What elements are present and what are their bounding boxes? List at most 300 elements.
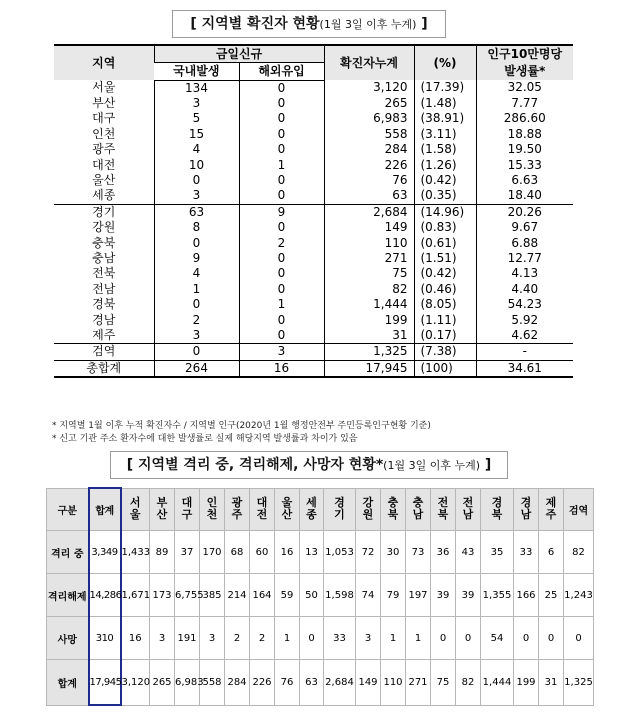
table-row	[54, 266, 573, 281]
cell-cumulative: 2,684	[324, 204, 414, 220]
cell-text: 0	[439, 632, 447, 644]
cell-value	[406, 531, 431, 574]
table-row	[47, 617, 594, 660]
cell-text: 3,349	[91, 546, 118, 558]
cell-value	[406, 660, 431, 706]
regional-confirmed-table	[54, 44, 573, 378]
cell-cumulative: 3,120	[324, 80, 414, 96]
cell-text: 0	[575, 632, 582, 644]
cell-value	[175, 660, 204, 706]
cell-text: 1	[414, 632, 422, 644]
cell-value	[514, 617, 539, 660]
cell-text: 33	[333, 632, 346, 644]
cell-value	[356, 531, 381, 574]
cell-text: 3	[208, 632, 216, 644]
cell-total	[89, 617, 121, 660]
cell-text: 310	[95, 632, 114, 644]
header-per-100k-line2: 발생률*	[504, 64, 546, 78]
cell-text: 110	[383, 676, 403, 688]
cell-rate: 5.92	[476, 312, 573, 327]
header-region	[564, 488, 594, 531]
cell-rate: 20.26	[476, 204, 573, 220]
header-label: 검역	[568, 505, 589, 517]
header-label: 경북	[491, 496, 503, 522]
cell-overseas: 0	[239, 127, 324, 142]
cell-text: 1,444	[482, 676, 512, 688]
cell-overseas: 1	[239, 157, 324, 172]
cell-value	[121, 660, 150, 706]
cell-value	[381, 617, 406, 660]
cell-overseas: 0	[239, 282, 324, 297]
cell-text: 1,355	[482, 589, 512, 601]
cell-value	[456, 574, 481, 617]
cell-cumulative: 149	[324, 220, 414, 235]
table1-title	[172, 10, 446, 38]
cell-percent: (1.11)	[414, 312, 476, 327]
table-row	[47, 531, 594, 574]
header-region	[406, 488, 431, 531]
cell-percent: (3.11)	[414, 127, 476, 142]
cell-domestic: 63	[154, 204, 239, 220]
cell-cumulative: 110	[324, 235, 414, 250]
cell-rate: 4.62	[476, 328, 573, 344]
cell-value	[356, 617, 381, 660]
cell-text: 0	[522, 632, 530, 644]
cell-overseas: 0	[239, 80, 324, 96]
header-total	[89, 488, 121, 531]
cell-value	[250, 660, 275, 706]
table-row	[54, 80, 573, 96]
row-label: 격리 중	[47, 531, 89, 574]
cell-text: 36	[436, 546, 450, 558]
header-overseas: 해외유입	[239, 63, 324, 80]
cell-value	[200, 617, 225, 660]
cell-text: 39	[461, 589, 475, 601]
cell-value	[150, 617, 175, 660]
cell-text: 199	[516, 676, 536, 688]
footnotes	[52, 420, 431, 446]
cell-value	[150, 574, 175, 617]
cell-text: 6	[547, 546, 555, 558]
cell-percent: (0.61)	[414, 235, 476, 250]
header-domestic: 국내발생	[154, 63, 239, 80]
cell-text: 59	[280, 589, 294, 601]
cell-overseas: 0	[239, 312, 324, 327]
header-region	[275, 488, 300, 531]
cell-cumulative: 558	[324, 127, 414, 142]
table-row	[54, 220, 573, 235]
cell-text: 166	[516, 589, 536, 601]
cell-value	[564, 617, 594, 660]
cell-domestic: 15	[154, 127, 239, 142]
cell-value	[250, 617, 275, 660]
cell-domestic: 0	[154, 235, 239, 250]
cell-text: 385	[202, 589, 222, 601]
cell-value	[481, 531, 514, 574]
cell-text: 1,243	[564, 589, 593, 601]
cell-value	[150, 660, 175, 706]
header-cumulative: 확진자누계	[324, 45, 414, 80]
cell-domestic: 1	[154, 282, 239, 297]
header-percent: (%)	[414, 45, 476, 80]
cell-overseas: 3	[239, 344, 324, 360]
cell-domestic: 2	[154, 312, 239, 327]
table-row	[54, 157, 573, 172]
cell-text: 6,755	[175, 589, 204, 601]
cell-overseas: 0	[239, 96, 324, 111]
header-region	[356, 488, 381, 531]
cell-text: 35	[490, 546, 504, 558]
cell-value	[431, 531, 456, 574]
cell-region: 세종	[92, 188, 116, 203]
header-category: 구분	[47, 488, 89, 531]
cell-text: 60	[255, 546, 269, 558]
cell-text: 54	[490, 632, 504, 644]
cell-region: 전북	[92, 266, 116, 281]
header-region	[300, 488, 324, 531]
cell-region: 강원	[92, 220, 116, 235]
table-row	[54, 297, 573, 312]
cell-rate: 32.05	[476, 80, 573, 96]
header-label: 대구	[181, 496, 193, 522]
cell-region: 검역	[54, 344, 154, 360]
cell-percent: (0.17)	[414, 328, 476, 344]
header-label: 경남	[520, 496, 532, 522]
table2-title	[110, 451, 508, 479]
cell-text: 558	[202, 676, 222, 688]
cell-text: 197	[408, 589, 428, 601]
table-row	[54, 360, 573, 377]
cell-region: 경기	[54, 204, 154, 220]
header-region	[481, 488, 514, 531]
cell-value	[381, 531, 406, 574]
cell-value	[175, 574, 204, 617]
cell-overseas: 0	[239, 220, 324, 235]
cell-text: 16	[128, 632, 142, 644]
cell-value	[175, 531, 200, 574]
cell-text: 31	[544, 676, 558, 688]
cell-percent: (0.42)	[414, 266, 476, 281]
cell-cumulative: 76	[324, 173, 414, 188]
cell-domestic: 8	[154, 220, 239, 235]
cell-region: 광주	[92, 142, 116, 157]
cell-text: 82	[572, 546, 585, 558]
cell-rate: 18.40	[476, 188, 573, 204]
cell-value	[121, 617, 150, 660]
cell-text: 25	[544, 589, 558, 601]
cell-cumulative: 82	[324, 282, 414, 297]
cell-value	[250, 531, 275, 574]
cell-text: 68	[230, 546, 244, 558]
cell-value	[539, 660, 564, 706]
cell-overseas: 0	[239, 142, 324, 157]
cell-domestic: 10	[154, 157, 239, 172]
row-label: 합계	[47, 660, 89, 706]
header-label: 충북	[387, 496, 399, 522]
cell-value	[200, 574, 225, 617]
header-new-today: 금일신규	[154, 45, 324, 63]
table2-title-end: ]	[480, 457, 492, 473]
cell-text: 1,325	[564, 676, 593, 688]
cell-cumulative: 17,945	[324, 360, 414, 377]
cell-region: 인천	[92, 126, 116, 141]
cell-overseas: 0	[239, 251, 324, 266]
cell-value	[200, 531, 225, 574]
cell-value	[121, 531, 150, 574]
header-region	[456, 488, 481, 531]
cell-region: 제주	[92, 327, 116, 342]
cell-rate: 54.23	[476, 297, 573, 312]
cell-percent: (0.46)	[414, 282, 476, 297]
cell-rate: 12.77	[476, 251, 573, 266]
header-region	[324, 488, 356, 531]
table-row	[54, 96, 573, 111]
cell-region: 전남	[92, 281, 116, 296]
cell-cumulative: 6,983	[324, 111, 414, 126]
cell-value	[300, 617, 324, 660]
table-row	[54, 127, 573, 142]
cell-text: 16	[280, 546, 294, 558]
cell-percent: (0.42)	[414, 173, 476, 188]
cell-region: 경북	[92, 297, 116, 312]
cell-domestic: 264	[154, 360, 239, 377]
cell-overseas: 0	[239, 111, 324, 126]
cell-rate: 4.13	[476, 266, 573, 281]
cell-domestic: 3	[154, 188, 239, 204]
cell-total	[89, 574, 121, 617]
cell-domestic: 4	[154, 142, 239, 157]
header-region	[514, 488, 539, 531]
cell-text: 17,945	[89, 676, 122, 688]
cell-text: 1	[389, 632, 397, 644]
cell-rate: 18.88	[476, 127, 573, 142]
cell-text: 3	[158, 632, 166, 644]
cell-region: 서울	[92, 80, 116, 95]
cell-domestic: 0	[154, 173, 239, 188]
cell-cumulative: 75	[324, 266, 414, 281]
cell-text: 3	[364, 632, 372, 644]
cell-value	[539, 531, 564, 574]
cell-cumulative: 226	[324, 157, 414, 172]
header-label: 서울	[129, 496, 141, 522]
cell-overseas: 0	[239, 173, 324, 188]
header-label: 경기	[334, 496, 345, 522]
table2-title-main: [ 지역별 격리 중, 격리해제, 사망자 현황*	[126, 457, 384, 473]
cell-value	[456, 531, 481, 574]
table2-header-row	[47, 488, 594, 531]
cell-percent: (1.26)	[414, 157, 476, 172]
table-row	[54, 282, 573, 297]
cell-value	[406, 574, 431, 617]
cell-region: 충남	[92, 250, 116, 265]
table2-title-period: (1월 3일 이후 누계)	[383, 459, 480, 472]
cell-text: 1,053	[325, 546, 354, 558]
header-region	[539, 488, 564, 531]
cell-overseas: 0	[239, 266, 324, 281]
cell-text: 82	[461, 676, 475, 688]
cell-text: 79	[386, 589, 400, 601]
table-row	[54, 312, 573, 327]
cell-text: 0	[464, 632, 472, 644]
cell-region: 충북	[92, 235, 116, 250]
cell-cumulative: 271	[324, 251, 414, 266]
header-label: 전북	[437, 496, 449, 522]
header-region	[200, 488, 225, 531]
cell-value	[121, 574, 150, 617]
table-row	[54, 328, 573, 344]
cell-value	[300, 660, 324, 706]
footnote-2: * 신고 기관 주소 환자수에 대한 발생률로 실제 해당지역 발생률과 차이가 있음	[52, 434, 358, 444]
cell-text: 2,684	[325, 676, 354, 688]
cell-text: 37	[180, 546, 194, 558]
cell-text: 1	[283, 632, 291, 644]
cell-domestic: 4	[154, 266, 239, 281]
cell-value	[175, 617, 200, 660]
cell-value	[406, 617, 431, 660]
header-label: 전남	[462, 496, 474, 522]
cell-cumulative: 199	[324, 312, 414, 327]
cell-value	[324, 660, 356, 706]
cell-value	[431, 660, 456, 706]
header-label: 제주	[545, 496, 557, 522]
table-row	[54, 235, 573, 250]
isolation-status-table	[46, 487, 594, 706]
cell-domestic: 9	[154, 251, 239, 266]
table-row	[54, 173, 573, 188]
cell-rate: -	[476, 344, 573, 360]
row-label: 격리해제	[47, 574, 89, 617]
cell-cumulative: 1,444	[324, 297, 414, 312]
cell-value	[324, 531, 356, 574]
cell-value	[275, 660, 300, 706]
cell-text: 74	[361, 589, 375, 601]
cell-cumulative: 31	[324, 328, 414, 344]
header-region	[250, 488, 275, 531]
cell-domestic: 0	[154, 297, 239, 312]
header-region	[121, 488, 150, 531]
cell-percent: (7.38)	[414, 344, 476, 360]
table1-title-period: (1월 3일 이후 누계)	[319, 18, 417, 31]
cell-text: 89	[155, 546, 169, 558]
cell-domestic: 3	[154, 96, 239, 111]
cell-text: 76	[280, 676, 294, 688]
cell-value	[481, 617, 514, 660]
cell-text: 13	[305, 546, 318, 558]
cell-percent: (1.48)	[414, 96, 476, 111]
cell-cumulative: 63	[324, 188, 414, 204]
cell-text: 214	[227, 589, 247, 601]
cell-text: 39	[436, 589, 450, 601]
cell-value	[564, 574, 594, 617]
cell-value	[431, 617, 456, 660]
cell-rate: 4.40	[476, 282, 573, 297]
cell-domestic: 3	[154, 328, 239, 344]
header-label: 세종	[306, 496, 317, 522]
cell-value	[514, 531, 539, 574]
cell-value	[456, 660, 481, 706]
cell-text: 6,983	[175, 676, 204, 688]
cell-rate: 9.67	[476, 220, 573, 235]
cell-region: 총합계	[54, 360, 154, 377]
header-region	[431, 488, 456, 531]
cell-percent: (0.83)	[414, 220, 476, 235]
cell-percent: (17.39)	[414, 80, 476, 96]
cell-text: 0	[547, 632, 555, 644]
cell-value	[564, 660, 594, 706]
table-row	[54, 188, 573, 204]
cell-value	[250, 574, 275, 617]
header-region	[150, 488, 175, 531]
cell-value	[514, 660, 539, 706]
cell-cumulative: 1,325	[324, 344, 414, 360]
cell-percent: (38.91)	[414, 111, 476, 126]
cell-value	[275, 531, 300, 574]
cell-value	[539, 617, 564, 660]
table-row	[47, 574, 594, 617]
cell-value	[324, 617, 356, 660]
cell-overseas: 0	[239, 328, 324, 344]
cell-rate: 19.50	[476, 142, 573, 157]
row-label: 사망	[47, 617, 89, 660]
cell-value	[539, 574, 564, 617]
cell-percent: (100)	[414, 360, 476, 377]
cell-value	[564, 531, 594, 574]
cell-value	[324, 574, 356, 617]
table-row	[54, 204, 573, 220]
cell-text: 72	[361, 546, 375, 558]
cell-value	[381, 574, 406, 617]
cell-value	[300, 574, 324, 617]
cell-region: 울산	[92, 173, 116, 188]
cell-total	[89, 660, 121, 706]
cell-text: 2	[233, 632, 241, 644]
cell-value	[200, 660, 225, 706]
cell-text: 2	[258, 632, 266, 644]
cell-text: 1,598	[325, 589, 354, 601]
cell-rate: 15.33	[476, 157, 573, 172]
cell-text: 14,286	[89, 589, 122, 601]
cell-domestic: 0	[154, 344, 239, 360]
header-label: 강원	[362, 496, 374, 522]
cell-text: 0	[308, 632, 315, 644]
cell-overseas: 9	[239, 204, 324, 220]
cell-value	[381, 660, 406, 706]
header-region	[175, 488, 200, 531]
header-label: 합계	[95, 506, 114, 517]
cell-cumulative: 265	[324, 96, 414, 111]
header-per-100k	[476, 45, 573, 80]
cell-text: 1,671	[121, 589, 151, 601]
cell-domestic: 134	[154, 80, 239, 96]
cell-cumulative: 284	[324, 142, 414, 157]
cell-total	[89, 531, 121, 574]
cell-overseas: 2	[239, 235, 324, 250]
header-label: 울산	[281, 496, 293, 522]
cell-overseas: 0	[239, 188, 324, 204]
header-label: 대전	[256, 496, 268, 522]
cell-percent: (14.96)	[414, 204, 476, 220]
cell-value	[481, 660, 514, 706]
cell-text: 191	[177, 632, 197, 644]
cell-text: 271	[408, 676, 428, 688]
cell-value	[225, 574, 250, 617]
cell-percent: (1.51)	[414, 251, 476, 266]
cell-text: 63	[305, 676, 318, 688]
header-region: 지역	[54, 45, 154, 80]
cell-value	[275, 617, 300, 660]
cell-region: 경남	[92, 312, 116, 327]
header-label: 인천	[206, 496, 218, 522]
